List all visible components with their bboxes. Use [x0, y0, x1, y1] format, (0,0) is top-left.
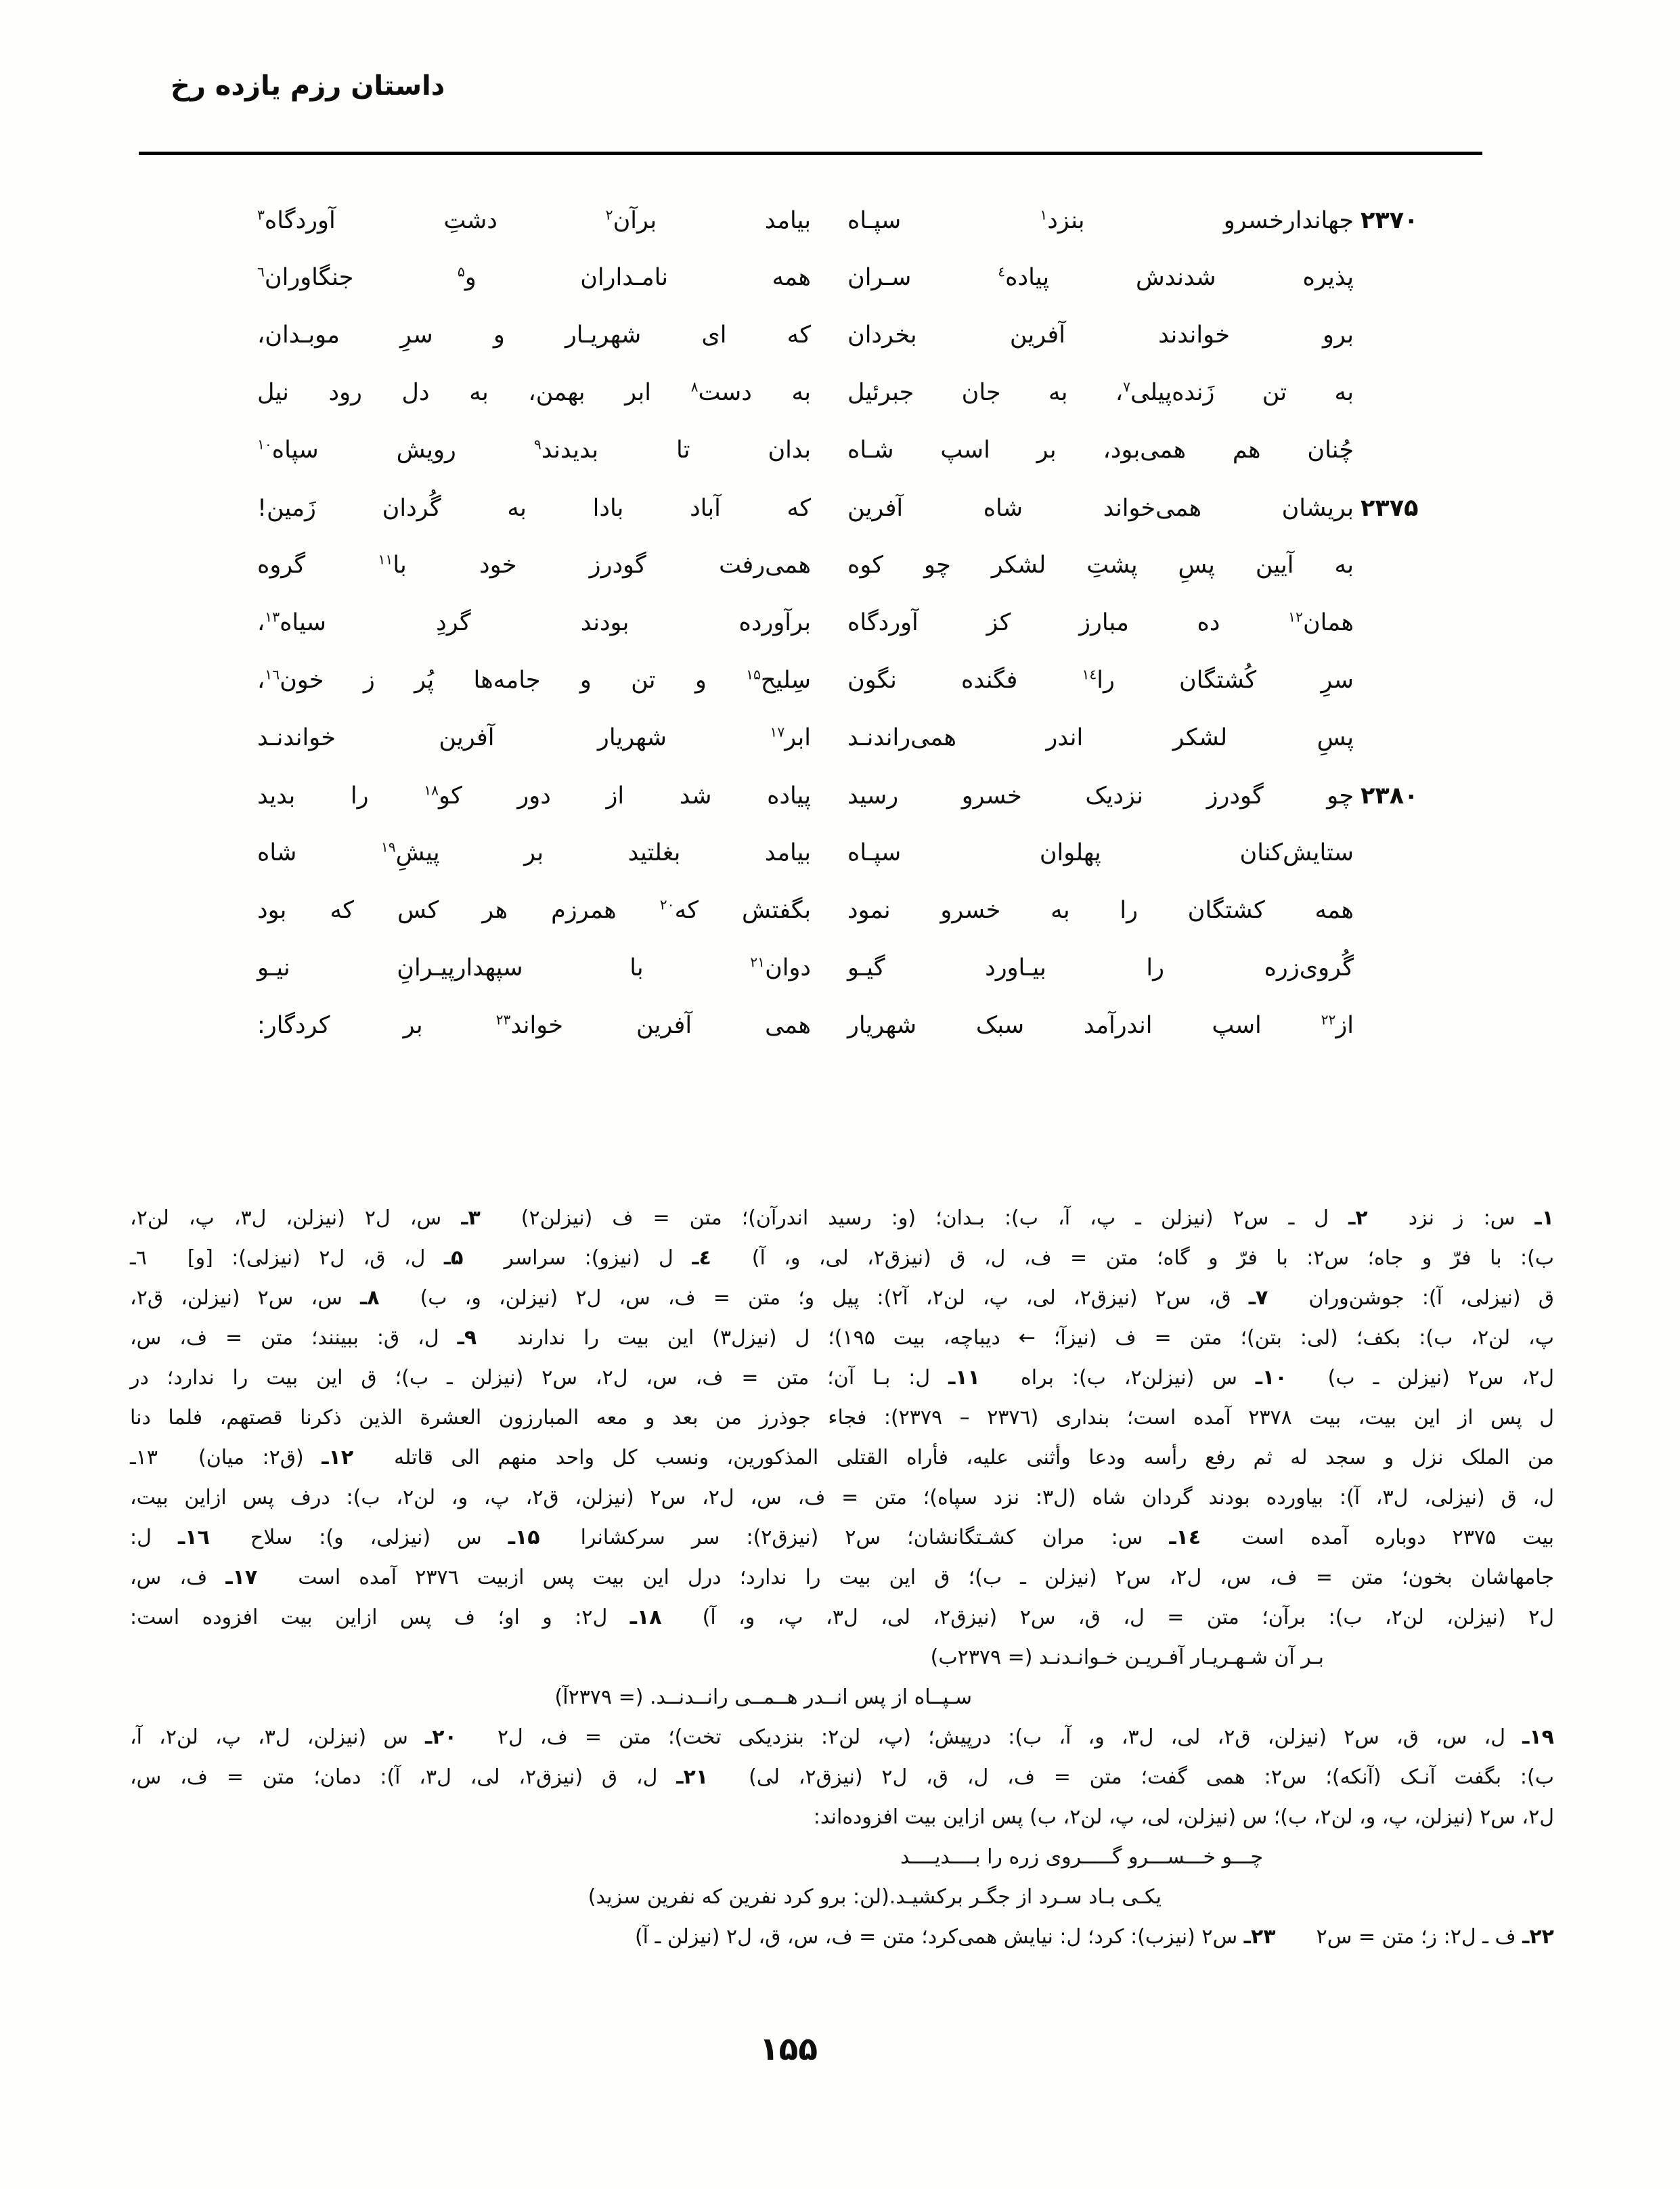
verse-row: [257, 840, 1455, 898]
verse-row: [257, 495, 1455, 552]
verse-number: ۲۳۷۵: [1361, 495, 1419, 522]
apparatus-line: ۱ـ س: ز نزد ۲ـ ل ـ س۲ (نیزلن ـ پ، آ، ب): بـدان؛ (و: رسید اندرآن)؛ متن = ف (نیزلن۲) ۳ـ س، ل۲ (نیزلن، ل۳، پ، لن۲،: [130, 1206, 1554, 1230]
poem-block: [257, 207, 1455, 1070]
hemistich-right: گُروی‌زره را بیـاورد گیـو: [847, 954, 1354, 981]
verse-row: [257, 265, 1455, 322]
hemistich-left: به دست$^۸$ ابر بهمن، به دل رود نیل: [257, 378, 811, 406]
verse-row: [257, 437, 1455, 495]
hemistich-left: بیامد بغلتید بر پیشِ$^{۱۹}$ شاه: [257, 839, 811, 866]
verse-row: [257, 1013, 1455, 1070]
verse-row: [257, 782, 1455, 840]
hemistich-right: به آیین پسِ پشتِ لشکر چو کوه: [847, 552, 1354, 579]
hemistich-right: چُنان هم همی‌بود، بر اسپ شـاه: [847, 437, 1354, 464]
apparatus-added-verse: یکـی بـاد سـرد از جگـر برکشیـد.(لن: برو کرد نفرین که نفرین سزید): [588, 1885, 1162, 1909]
apparatus-line: بیت ۲۳۷۵ دوباره آمده است ۱٤ـ س: مران کشـتگانشان؛ س۲ (نیزق۲): سر سرکشانرا ۱۵ـ س (نیزلی، و): سلاح ۱٦ـ ل:: [130, 1526, 1554, 1549]
apparatus-line: ق (نیزلی، آ): جوشن‌وران ۷ـ ق، س۲ (نیزق۲، لی، پ، لن۲، آ۲): پیل و؛ متن = ف، س، ل۲ (نیزلن، و، ب) ۸ـ س، س۲ (نیزلن، ق۲،: [130, 1286, 1554, 1310]
hemistich-left: ابر$^{۱۷}$ شهریار آفرین خواندنـد: [257, 724, 811, 751]
hemistich-right: پسِ لشکر اندر همی‌راندنـد: [847, 724, 1354, 751]
hemistich-right: همان$^{۱۲}$ ده مبارز کز آوردگاه: [847, 609, 1354, 636]
page-number: ۱۵۵: [759, 2031, 818, 2068]
apparatus-added-verse: سـپــاه از پس انــدر هــمــی رانــدنــد. (= ۲۳۷۹آ): [554, 1685, 972, 1709]
verse-row: [257, 322, 1455, 380]
apparatus-line: ب): با فرّ و جاه؛ س۲: با فرّ و گاه؛ متن = ف، ل، ق (نیزق۲، لی، و، آ) ٤ـ ل (نیزو): سراسر ۵ـ ل، ق، ل۲ (نیزلی): [و] ٦ـ: [130, 1246, 1555, 1270]
critical-apparatus: [130, 1198, 1554, 1957]
hemistich-right: ستایش‌کنان پهلوان سپـاه: [847, 839, 1354, 866]
verse-row: [257, 955, 1455, 1013]
apparatus-added-verse: چـــو خـــســـرو گـــــروی زره را بــــدیــــد: [900, 1845, 1263, 1869]
apparatus-line: من الملک نزل و سجد له ثم رفع رأسه ودعا وأثنی علیه، فأراه القتلی المذکورین، ونسب کل واحد منهم الی قاتله ۱۲ـ (ق۲: میان) ۱۳ـ: [130, 1446, 1554, 1469]
apparatus-line: ل۲، س۲ (نیزلن ـ ب) ۱۰ـ س (نیزلن۲، ب): براه ۱۱ـ ل: بـا آن؛ متن = ف، س، ل۲، س۲ (نیزلن ـ ب)؛ ق این بیت را ندارد؛ در: [130, 1366, 1555, 1390]
header-rule: [139, 152, 1482, 155]
verse-row: [257, 610, 1455, 667]
hemistich-left: بیامد برآن$^۲$ دشتِ آوردگاه$^۳$: [257, 206, 811, 234]
hemistich-right: از$^{۲۲}$ اسپ اندرآمد سبک شهریار: [847, 1011, 1354, 1039]
hemistich-left: که آباد بادا به گُردان زَمین!: [257, 495, 811, 522]
verse-row: [257, 898, 1455, 955]
hemistich-left: دوان$^{۲۱}$ با سپهدارپیـرانِ نیـو: [257, 954, 811, 981]
hemistich-left: همه نامـداران و$^۵$ جنگاوران$^٦$: [257, 263, 811, 291]
apparatus-line: ل پس از این بیت، بیت ۲۳۷۸ آمده است؛ بنداری (۲۳۷٦ – ۲۳۷۹): فجاء جوذرز من بعد و معه المبارزون العشرة الذین ذکرنا قصتهم، فلما دنا: [130, 1406, 1555, 1430]
apparatus-line: ل۲ (نیزلن، لن۲، ب): برآن؛ متن = ل، ق، س۲ (نیزق۲، لی، ل۳، پ، و، آ) ۱۸ـ ل۲: و او؛ ف پس ازاین بیت افزوده است:: [130, 1606, 1554, 1629]
hemistich-right: بریشان همی‌خواند شاه آفرین: [847, 495, 1354, 522]
verse-row: [257, 380, 1455, 437]
hemistich-left: بدان تا بدیدند$^۹$ رویش سپاه$^{۱۰}$: [257, 436, 811, 464]
apparatus-line: ب): بگفت آنـک (آنکه)؛ س۲: همی گفت؛ متن = ف، ل، ق، ل۲ (نیزق۲، لی) ۲۱ـ ل، ق (نیزق۲، لی، ل۳، آ): دمان؛ متن = ف، س،: [130, 1765, 1554, 1789]
verse-row: [257, 207, 1455, 265]
running-title: داستان رزم یازده رخ: [171, 70, 445, 102]
hemistich-right: چو گودرز نزدیک خسرو رسید: [847, 782, 1354, 810]
apparatus-line: ل۲، س۲ (نیزلن، پ، و، لن۲، ب)؛ س (نیزلن، لی، پ، لن۲، ب) پس ازاین بیت افزوده‌اند:: [813, 1805, 1554, 1829]
hemistich-right: برو خواندند آفرین بخردان: [847, 322, 1354, 349]
verse-row: [257, 552, 1455, 610]
hemistich-left: پیاده شد از دور کو$^{۱۸}$ را بدید: [257, 782, 811, 810]
verse-number: ۲۳۸۰: [1361, 782, 1419, 810]
verse-row: [257, 667, 1455, 725]
verse-row: [257, 725, 1455, 782]
apparatus-added-verse: بـر آن شـهـریـار آفـریـن خـوانـدنـد (= ۲۳۷۹ب): [930, 1645, 1324, 1669]
hemistich-left: همی‌رفت گودرز خود با$^{۱۱}$ گروه: [257, 551, 811, 579]
apparatus-line: ۱۹ـ ل، س، ق، س۲ (نیزلن، ق۲، لی، ل۳، و، آ، ب): درپیش؛ (پ، لن۲: بنزدیکی تخت)؛ متن = ف، ل۲ ۲۰ـ س (نیزلن، ل۳، پ، لن۲، آ،: [130, 1725, 1554, 1749]
hemistich-left: سِلیح$^{۱۵}$ و تن و جامه‌ها پُر ز خون$^{۱٦}$،: [257, 666, 811, 694]
apparatus-line: ۲۲ـ ف ـ ل۲: ز؛ متن = س۲ ۲۳ـ س۲ (نیزب): کرد؛ ل: نیایش همی‌کرد؛ متن = ف، س، ق، ل۲ (نیزلن ـ آ): [634, 1925, 1554, 1949]
hemistich-right: به تن زَنده‌پیلی$^۷$، به جان جبرئیل: [847, 378, 1354, 406]
apparatus-line: جامهاشان بخون؛ متن = ف، س، ل۲، س۲ (نیزلن ـ ب)؛ ق این بیت را ندارد؛ درل این بیت پس ازبیت ۲۳۷٦ آمده است ۱۷ـ ف، س،: [130, 1566, 1554, 1589]
hemistich-left: که ای شهریـار و سرِ موبـدان،: [257, 322, 811, 349]
hemistich-left: همی آفرین خواند$^{۲۳}$ بر کردگار:: [257, 1011, 811, 1039]
verse-number: ۲۳۷۰: [1361, 207, 1419, 234]
hemistich-right: همه کشتگان را به خسرو نمود: [847, 897, 1354, 924]
hemistich-left: برآورده بودند گردِ سیاه$^{۱۳}$،: [257, 609, 811, 636]
apparatus-line: ل، ق (نیزلی، ل۳، آ): بیاورده بودند گردان شاه (ل۳: نزد سپاه)؛ متن = ف، س، ل۲، س۲ (نیزلن، ق۲، پ، و، لن۲، ب): درف پس ازاین بیت،: [130, 1486, 1555, 1509]
apparatus-line: پ، لن۲، ب): بکف؛ (لی: بتن)؛ متن = ف (نیزآ؛ ← دیباچه، بیت ۱۹۵)؛ ل (نیزل۳) این بیت را ندارند ۹ـ ل، ق: ببینند؛ متن = ف، س،: [130, 1326, 1554, 1350]
hemistich-right: سرِ کُشتگان را$^{۱٤}$ فگنده نگون: [847, 666, 1354, 694]
hemistich-left: بگفتش که$^{۲۰}$ همرزم هر کس که بود: [257, 896, 812, 924]
hemistich-right: پذیره شدندش پیاده$^٤$ سـران: [847, 263, 1354, 291]
hemistich-right: جهاندارخسرو بنزد$^۱$ سپـاه: [847, 206, 1354, 234]
